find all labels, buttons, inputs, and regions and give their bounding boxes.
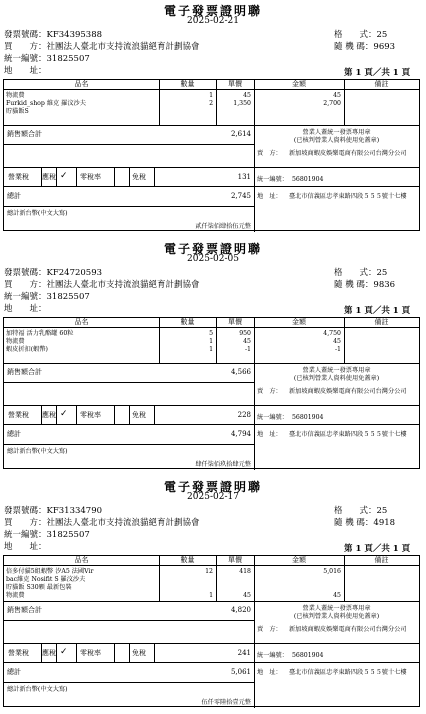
column-header: 備註 bbox=[374, 80, 389, 88]
invoice-number-field bbox=[4, 266, 102, 278]
item-name: 物流費 bbox=[6, 338, 25, 345]
col-divider bbox=[76, 167, 77, 186]
buyer-label: 買 方： bbox=[4, 280, 47, 290]
taxable-check-icon: ✓ bbox=[60, 409, 68, 419]
address-field bbox=[4, 64, 47, 76]
col-divider bbox=[76, 643, 77, 662]
col-divider bbox=[76, 405, 77, 424]
item-amount: 5,016 bbox=[323, 568, 341, 575]
seller-address: 臺北市信義區忠孝東路四段５５５號十七樓 bbox=[289, 431, 407, 438]
column-header: 單價 bbox=[228, 318, 242, 326]
amount-words-label: 總計新台幣(中文大寫) bbox=[7, 686, 68, 693]
zero-rate-label: 零稅率 bbox=[80, 411, 101, 419]
col-divider bbox=[56, 167, 57, 186]
buyer-value: 社團法人臺北市支持流浪貓絕育計劃協會 bbox=[46, 518, 200, 528]
total-label: 總計 bbox=[7, 192, 21, 200]
random-code-value: 4918 bbox=[373, 518, 396, 528]
random-code-value: 9693 bbox=[373, 42, 396, 52]
seller-label: 賣 方： bbox=[257, 388, 282, 395]
stamp-note: (已核判營業人資料使用免蓋章) bbox=[293, 375, 380, 382]
stamp-title: 營業人蓋統一發票專用章 bbox=[302, 605, 371, 612]
seller-address-label: 地 址： bbox=[257, 669, 282, 676]
row-divider bbox=[4, 424, 254, 425]
buyer-field bbox=[4, 516, 200, 528]
item-unit-price: 418 bbox=[239, 568, 251, 575]
row-divider bbox=[4, 327, 419, 328]
seller-tax-id: 56801904 bbox=[292, 652, 324, 659]
invoice-title: 電子發票證明聯 bbox=[163, 480, 262, 494]
exempt-label: 免稅 bbox=[132, 173, 146, 181]
random-code-label: 隨 機 碼： bbox=[334, 518, 374, 528]
taxable-check-icon: ✓ bbox=[60, 647, 68, 657]
buyer-tax-id-field bbox=[4, 52, 90, 64]
stamp-title: 營業人蓋統一發票專用章 bbox=[302, 129, 371, 136]
amount-words-value: 肆仟柒佰玖拾肆元整 bbox=[195, 461, 251, 468]
invoice-date: 2025-02-21 bbox=[187, 16, 239, 26]
buyer-tax-id-label: 統一編號： bbox=[4, 54, 47, 64]
row-divider bbox=[4, 167, 419, 168]
subtotal-value: 4,566 bbox=[230, 368, 251, 376]
col-divider bbox=[56, 405, 57, 424]
amount-words-label: 總計新台幣(中文大寫) bbox=[7, 448, 68, 455]
exempt-label: 免稅 bbox=[132, 649, 146, 657]
item-unit-price: 1,350 bbox=[233, 100, 251, 107]
item-amount: 45 bbox=[333, 338, 341, 345]
row-divider bbox=[254, 662, 419, 663]
col-divider bbox=[254, 556, 255, 708]
col-divider bbox=[114, 167, 115, 186]
seller-address: 臺北市信義區忠孝東路四段５５５號十七樓 bbox=[289, 193, 407, 200]
buyer-tax-id-value: 31825507 bbox=[46, 292, 90, 302]
invoice-number-field bbox=[4, 504, 102, 516]
amount-words-label: 總計新台幣(中文大寫) bbox=[7, 210, 68, 217]
invoice bbox=[0, 476, 426, 714]
item-unit-price: -1 bbox=[244, 346, 251, 353]
tax-type-label: 營業稅 bbox=[8, 411, 29, 419]
item-unit-price: 45 bbox=[243, 92, 251, 99]
total-value: 4,794 bbox=[230, 430, 251, 438]
item-quantity: 1 bbox=[209, 92, 213, 99]
column-header: 品名 bbox=[74, 318, 89, 326]
random-code-field bbox=[334, 278, 395, 290]
format-field bbox=[334, 28, 387, 40]
address-field bbox=[4, 540, 47, 552]
page-indicator: 第 1 頁／共 1 頁 bbox=[344, 68, 411, 78]
row-divider bbox=[4, 662, 254, 663]
item-amount: 45 bbox=[333, 92, 341, 99]
invoice-table bbox=[3, 555, 420, 707]
item-amount: 4,750 bbox=[323, 330, 341, 337]
invoice-date: 2025-02-17 bbox=[187, 492, 239, 502]
column-header: 數量 bbox=[180, 80, 195, 88]
invoice-number-value: KF34395388 bbox=[46, 30, 103, 40]
invoice-number-value: KF31334790 bbox=[46, 506, 103, 516]
format-field bbox=[334, 504, 387, 516]
item-name: 物流費 bbox=[6, 592, 25, 599]
seller-address-label: 地 址： bbox=[257, 193, 282, 200]
subtotal-label: 銷售額合計 bbox=[7, 606, 42, 614]
taxable-label: 應稅 bbox=[42, 411, 56, 419]
format-label: 格 式： bbox=[334, 506, 377, 516]
tax-value: 228 bbox=[237, 411, 251, 419]
column-header: 數量 bbox=[180, 318, 195, 326]
item-unit-price: 45 bbox=[243, 592, 251, 599]
invoice bbox=[0, 0, 426, 238]
invoice-number-value: KF24720593 bbox=[46, 268, 103, 278]
row-divider bbox=[4, 643, 419, 644]
column-header: 品名 bbox=[74, 80, 89, 88]
item-quantity: 1 bbox=[209, 592, 213, 599]
subtotal-value: 4,820 bbox=[230, 606, 251, 614]
col-divider bbox=[129, 167, 130, 186]
format-label: 格 式： bbox=[334, 268, 377, 278]
total-label: 總計 bbox=[7, 668, 21, 676]
seller-name: 新加坡商蝦皮娛樂電商有限公司台灣分公司 bbox=[289, 150, 407, 157]
buyer-value: 社團法人臺北市支持流浪貓絕育計劃協會 bbox=[46, 42, 200, 52]
invoice-number-label: 發票號碼： bbox=[4, 268, 47, 278]
invoice-date: 2025-02-05 bbox=[187, 254, 239, 264]
taxable-label: 應稅 bbox=[42, 649, 56, 657]
column-header: 備註 bbox=[374, 318, 389, 326]
tax-type-label: 營業稅 bbox=[8, 649, 29, 657]
invoice-table bbox=[3, 79, 420, 231]
page-indicator: 第 1 頁／共 1 頁 bbox=[344, 544, 411, 554]
zero-rate-label: 零稅率 bbox=[80, 173, 101, 181]
tax-value: 241 bbox=[237, 649, 251, 657]
amount-words-value: 伍仟零陸拾壹元整 bbox=[201, 699, 251, 706]
seller-tax-id: 56801904 bbox=[292, 414, 324, 421]
row-divider bbox=[4, 405, 419, 406]
item-name: Furkid_shop 維克 羅汶沙夫 bbox=[6, 100, 86, 107]
address-label: 地 址： bbox=[4, 66, 47, 76]
row-divider bbox=[4, 363, 419, 364]
row-divider bbox=[254, 424, 419, 425]
row-divider bbox=[4, 620, 254, 621]
page-indicator: 第 1 頁／共 1 頁 bbox=[344, 306, 411, 316]
invoice-number-field bbox=[4, 28, 102, 40]
seller-label: 賣 方： bbox=[257, 150, 282, 157]
invoice-title: 電子發票證明聯 bbox=[163, 242, 262, 256]
item-quantity: 1 bbox=[209, 338, 213, 345]
row-divider bbox=[4, 382, 254, 383]
item-unit-price: 45 bbox=[243, 338, 251, 345]
amount-words-value: 貳仟柒佰肆拾伍元整 bbox=[195, 223, 251, 230]
stamp-note: (已核判營業人資料使用免蓋章) bbox=[293, 137, 380, 144]
column-header: 金額 bbox=[292, 80, 306, 88]
buyer-field bbox=[4, 40, 200, 52]
buyer-tax-id-value: 31825507 bbox=[46, 54, 90, 64]
column-header: 品名 bbox=[74, 556, 89, 564]
column-header: 單價 bbox=[228, 556, 242, 564]
subtotal-label: 銷售額合計 bbox=[7, 368, 42, 376]
row-divider bbox=[4, 206, 254, 207]
item-name: 貯貓飯 S30顆 最新包裝 bbox=[6, 584, 72, 591]
item-name: 倍多付貓5組蝦幣 汐A5 法國Vir bbox=[6, 568, 94, 575]
row-divider bbox=[4, 89, 419, 90]
row-divider bbox=[254, 186, 419, 187]
row-divider bbox=[4, 125, 419, 126]
total-label: 總計 bbox=[7, 430, 21, 438]
item-quantity: 12 bbox=[205, 568, 213, 575]
item-unit-price: 950 bbox=[239, 330, 251, 337]
seller-tax-id-label: 統一編號： bbox=[257, 176, 288, 183]
item-amount: 45 bbox=[333, 592, 341, 599]
seller-address-label: 地 址： bbox=[257, 431, 282, 438]
random-code-label: 隨 機 碼： bbox=[334, 42, 374, 52]
item-quantity: 1 bbox=[209, 346, 213, 353]
item-name: 加特福 活力乳酪罐 60粒 bbox=[6, 330, 74, 337]
col-divider bbox=[114, 405, 115, 424]
item-name: bac維克 Nosifit S 羅汶沙夫 bbox=[6, 576, 86, 583]
column-header: 金額 bbox=[292, 318, 306, 326]
item-quantity: 5 bbox=[209, 330, 213, 337]
buyer-tax-id-label: 統一編號： bbox=[4, 530, 47, 540]
subtotal-value: 2,614 bbox=[230, 130, 251, 138]
taxable-label: 應稅 bbox=[42, 173, 56, 181]
format-value: 25 bbox=[376, 30, 388, 40]
seller-label: 賣 方： bbox=[257, 626, 282, 633]
buyer-tax-id-value: 31825507 bbox=[46, 530, 90, 540]
buyer-tax-id-field bbox=[4, 528, 90, 540]
col-divider bbox=[129, 643, 130, 662]
random-code-value: 9836 bbox=[373, 280, 396, 290]
buyer-value: 社團法人臺北市支持流浪貓絕育計劃協會 bbox=[46, 280, 200, 290]
row-divider bbox=[4, 601, 419, 602]
total-value: 5,061 bbox=[230, 668, 251, 676]
taxable-check-icon: ✓ bbox=[60, 171, 68, 181]
seller-tax-id-label: 統一編號： bbox=[257, 414, 288, 421]
invoice-table bbox=[3, 317, 420, 469]
tax-value: 131 bbox=[237, 173, 251, 181]
seller-tax-id-label: 統一編號： bbox=[257, 652, 288, 659]
item-name: 蝦皮折扣(蝦幣) bbox=[6, 346, 48, 353]
random-code-label: 隨 機 碼： bbox=[334, 280, 374, 290]
stamp-title: 營業人蓋統一發票專用章 bbox=[302, 367, 371, 374]
buyer-field bbox=[4, 278, 200, 290]
buyer-tax-id-label: 統一編號： bbox=[4, 292, 47, 302]
address-label: 地 址： bbox=[4, 304, 47, 314]
zero-rate-label: 零稅率 bbox=[80, 649, 101, 657]
buyer-tax-id-field bbox=[4, 290, 90, 302]
format-value: 25 bbox=[376, 506, 388, 516]
invoice bbox=[0, 238, 426, 476]
total-value: 2,745 bbox=[230, 192, 251, 200]
row-divider bbox=[4, 186, 254, 187]
seller-name: 新加坡商蝦皮娛樂電商有限公司台灣分公司 bbox=[289, 388, 407, 395]
random-code-field bbox=[334, 40, 395, 52]
item-name: 物流費 bbox=[6, 92, 25, 99]
item-amount: -1 bbox=[334, 346, 341, 353]
row-divider bbox=[4, 682, 254, 683]
address-field bbox=[4, 302, 47, 314]
item-amount: 2,700 bbox=[323, 100, 341, 107]
col-divider bbox=[114, 643, 115, 662]
seller-tax-id: 56801904 bbox=[292, 176, 324, 183]
invoice-title: 電子發票證明聯 bbox=[163, 4, 262, 18]
format-field bbox=[334, 266, 387, 278]
buyer-label: 買 方： bbox=[4, 518, 47, 528]
column-header: 數量 bbox=[180, 556, 195, 564]
invoice-number-label: 發票號碼： bbox=[4, 30, 47, 40]
item-name: 貯貓飯S bbox=[6, 108, 29, 115]
column-header: 單價 bbox=[228, 80, 242, 88]
address-label: 地 址： bbox=[4, 542, 47, 552]
exempt-label: 免稅 bbox=[132, 411, 146, 419]
buyer-label: 買 方： bbox=[4, 42, 47, 52]
format-value: 25 bbox=[376, 268, 388, 278]
stamp-note: (已核判營業人資料使用免蓋章) bbox=[293, 613, 380, 620]
col-divider bbox=[129, 405, 130, 424]
column-header: 備註 bbox=[374, 556, 389, 564]
seller-address: 臺北市信義區忠孝東路四段５５５號十七樓 bbox=[289, 669, 407, 676]
subtotal-label: 銷售額合計 bbox=[7, 130, 42, 138]
row-divider bbox=[4, 444, 254, 445]
invoice-number-label: 發票號碼： bbox=[4, 506, 47, 516]
seller-name: 新加坡商蝦皮娛樂電商有限公司台灣分公司 bbox=[289, 626, 407, 633]
row-divider bbox=[4, 144, 254, 145]
col-divider bbox=[56, 643, 57, 662]
item-quantity: 2 bbox=[209, 100, 213, 107]
row-divider bbox=[4, 565, 419, 566]
format-label: 格 式： bbox=[334, 30, 377, 40]
column-header: 金額 bbox=[292, 556, 306, 564]
tax-type-label: 營業稅 bbox=[8, 173, 29, 181]
random-code-field bbox=[334, 516, 395, 528]
